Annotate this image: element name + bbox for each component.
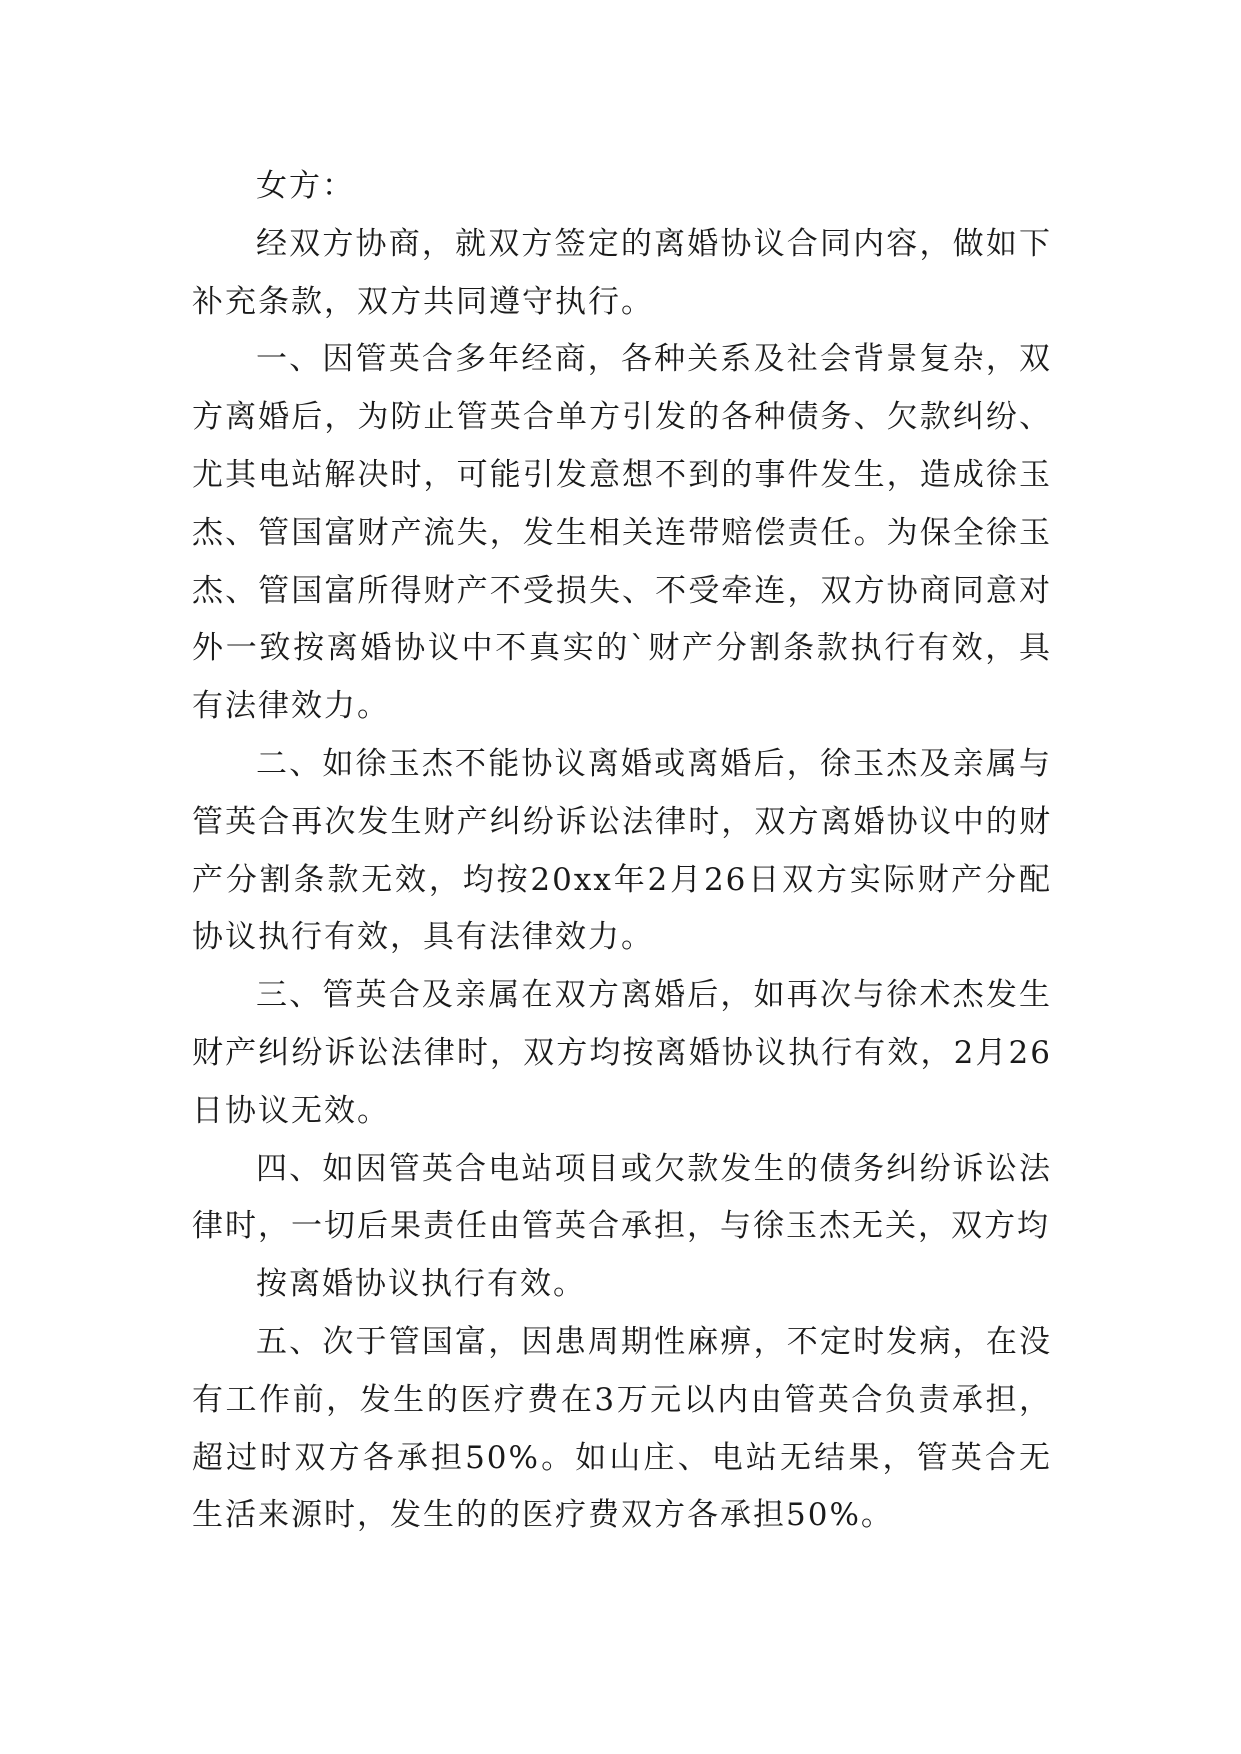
addressee-line: 女方：	[256, 168, 355, 204]
intro-paragraph: 经双方协商，就双方签定的离婚协议合同内容，做如下补充条款，双方共同遵守执行。	[192, 225, 1052, 320]
clause-1-paragraph: 一、因管英合多年经商，各种关系及社会背景复杂，双方离婚后，为防止管英合单方引发的各种债务、欠款纠纷、尤其电站解决时，可能引发意想不到的事件发生，造成徐玉杰、管国富财产流失，发生相关连带赔偿责任。为保全徐玉杰、管国富所得财产不受损失、不受牵连，双方协商同意对外一致按离婚协议中不真实的`财产分割条款执行有效，具有法律效力。	[192, 341, 1052, 725]
clause-3-paragraph: 三、管英合及亲属在双方离婚后，如再次与徐术杰发生财产纠纷诉讼法律时，双方均按离婚协议执行有效，2月26日协议无效。	[192, 977, 1052, 1129]
clause-2-paragraph: 二、如徐玉杰不能协议离婚或离婚后，徐玉杰及亲属与管英合再次发生财产纠纷诉讼法律时，双方离婚协议中的财产分割条款无效，均按20xx年2月26日双方实际财产分配协议执行有效，具有法律效力。	[192, 745, 1052, 956]
clause-4-paragraph: 四、如因管英合电站项目或欠款发生的债务纠纷诉讼法律时，一切后果责任由管英合承担，与徐玉杰无关，双方均	[192, 1150, 1052, 1245]
clause-4-continuation: 按离婚协议执行有效。	[256, 1266, 586, 1303]
clause-5-paragraph: 五、次于管国富，因患周期性麻痹，不定时发病，在没有工作前，发生的医疗费在3万元以内由管英合负责承担，超过时双方各承担50%。如山庄、电站无结果，管英合无生活来源时，发生的的医疗费双方各承担50%。	[192, 1323, 1052, 1534]
document-body	[192, 158, 1052, 1545]
